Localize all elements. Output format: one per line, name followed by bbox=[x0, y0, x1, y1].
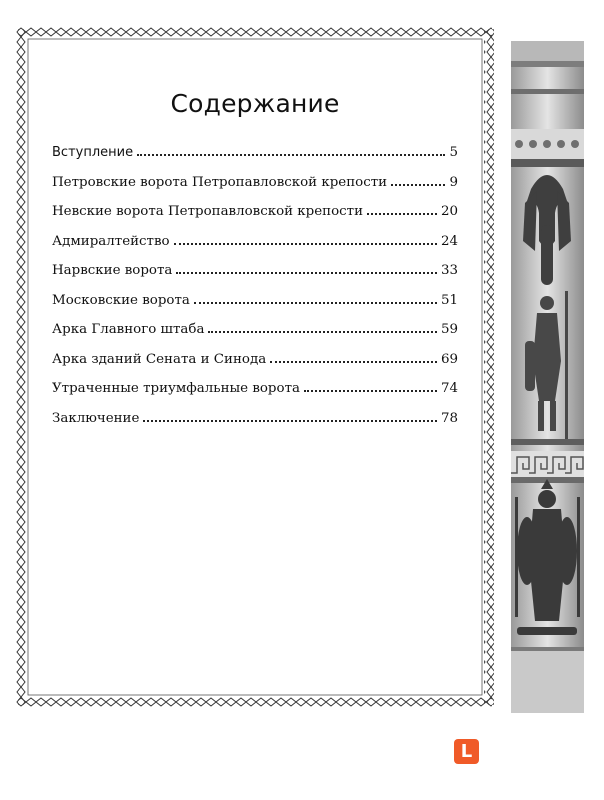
page-title: Содержание bbox=[170, 89, 340, 118]
toc-entry-title: Московские ворота bbox=[52, 292, 190, 308]
toc-entry[interactable] bbox=[52, 322, 458, 352]
toc-entry-page-number: 5 bbox=[449, 145, 458, 160]
toc-entry-title: Невские ворота Петропавловской крепости bbox=[52, 204, 363, 219]
publisher-logo-badge: L bbox=[454, 739, 479, 764]
toc-entry-page-number: 59 bbox=[440, 322, 458, 337]
toc-entry[interactable] bbox=[52, 381, 458, 411]
dot-leader bbox=[304, 390, 437, 392]
dot-leader bbox=[174, 243, 437, 245]
toc-entry-title: Утраченные триумфальные ворота bbox=[52, 381, 300, 396]
toc-entry-title: Вступление bbox=[52, 145, 134, 160]
dot-leader bbox=[176, 272, 437, 274]
toc-entry-title: Арка зданий Сената и Синода bbox=[52, 351, 267, 367]
toc-entry-title: Нарвские ворота bbox=[52, 263, 173, 278]
toc-entry[interactable] bbox=[52, 352, 458, 382]
toc-entry[interactable] bbox=[52, 293, 458, 323]
toc-entry-page-number: 78 bbox=[440, 410, 458, 426]
toc-entry[interactable] bbox=[52, 204, 458, 234]
dot-leader bbox=[143, 420, 437, 422]
dot-leader bbox=[270, 361, 437, 363]
toc-entry-title: Петровские ворота Петропавловской крепости bbox=[52, 174, 388, 190]
toc-entry-page-number: 24 bbox=[440, 233, 458, 249]
toc-entry[interactable] bbox=[52, 411, 458, 441]
toc-entry-page-number: 33 bbox=[440, 263, 458, 278]
toc-entry-page-number: 51 bbox=[440, 292, 458, 308]
dot-leader bbox=[137, 154, 445, 156]
toc-entry[interactable] bbox=[52, 145, 458, 175]
toc-entry-title: Арка Главного штаба bbox=[52, 322, 205, 337]
ornamental-frame bbox=[16, 27, 494, 707]
toc-entry-page-number: 20 bbox=[440, 204, 458, 219]
toc-entry[interactable] bbox=[52, 175, 458, 205]
dot-leader bbox=[194, 302, 437, 304]
toc-entry-title: Адмиралтейство bbox=[52, 233, 170, 249]
toc-entry-title: Заключение bbox=[52, 410, 140, 426]
table-of-contents bbox=[52, 145, 458, 440]
dot-leader bbox=[367, 213, 437, 215]
toc-entry-page-number: 69 bbox=[440, 351, 458, 367]
toc-entry[interactable] bbox=[52, 263, 458, 293]
trophy-relief-image bbox=[511, 41, 584, 713]
toc-entry-page-number: 74 bbox=[440, 381, 458, 396]
toc-entry-page-number: 9 bbox=[449, 174, 458, 190]
architectural-photo-strip bbox=[511, 41, 584, 713]
dot-leader bbox=[391, 184, 445, 186]
dot-leader bbox=[208, 331, 437, 333]
toc-entry[interactable] bbox=[52, 234, 458, 264]
